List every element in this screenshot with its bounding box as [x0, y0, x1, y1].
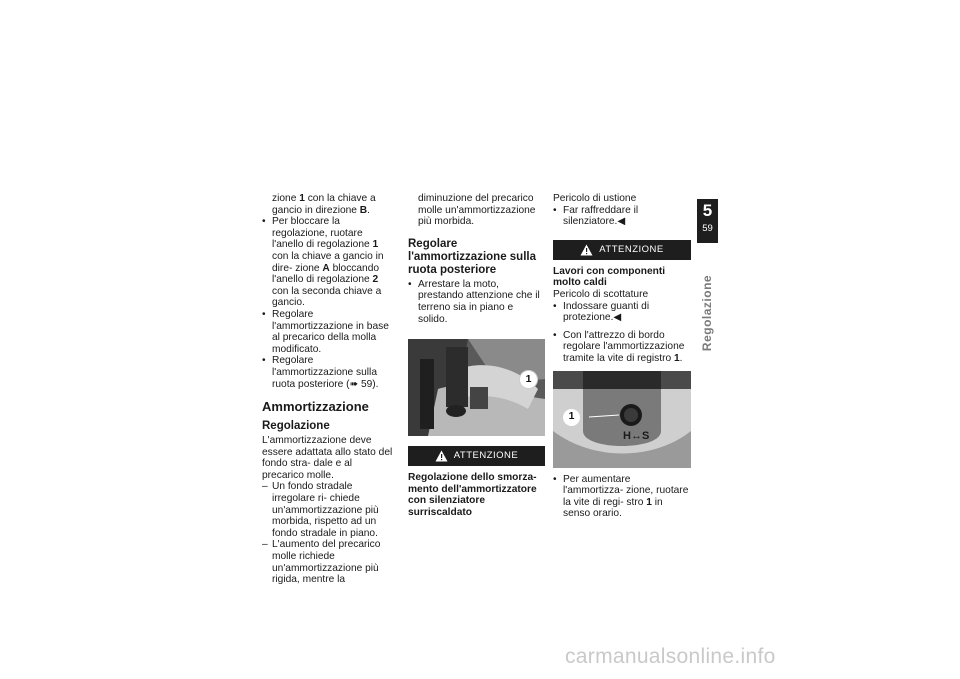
arrow-right-icon: ➠	[349, 378, 359, 390]
dash-item: – Un fondo stradale irregolare ri- chiede un'ammortizzazione più morbida, rispetto ad un fondo stradale in piano.	[262, 481, 394, 539]
hazard-text: Pericolo di scottature	[553, 288, 649, 300]
warning-triangle-icon	[580, 244, 593, 256]
column-1	[262, 193, 394, 586]
photo-illustration	[408, 339, 545, 436]
bullet-rear-wheel: • Regolare l'ammortizzazione sulla ruota posteriore (➠ 59).	[262, 355, 394, 390]
adjuster-screw-photo	[553, 371, 691, 468]
bullet-lock-adjustment: • Per bloccare la regolazione, ruotare l'anello di regolazione 1 con la chiave a gancio in dire- zione A bloccando l'anello di regolazione 2 con la seconda chiave a gancio.	[262, 216, 394, 309]
warning-label: ATTENZIONE	[453, 450, 519, 462]
warning-title: Regolazione dello smorza- mento dell'ammortizzatore con silenziatore surriscaldato	[408, 472, 537, 518]
end-mark-icon: ◀	[613, 312, 622, 324]
watermark: carmanualsonline.info	[565, 645, 776, 668]
hazard-text: Pericolo di ustione	[553, 193, 637, 204]
bullet-use-tool: • Con l'attrezzo di bordo regolare l'ammortizzazione tramite la vite di registro 1.	[553, 330, 691, 365]
paragraph: L'ammortizzazione deve essere adattata allo stato del fondo stra- dale e al precarico molle.	[262, 435, 393, 481]
chapter-title: Regolazione	[700, 274, 714, 352]
continued-text: diminuzione del precarico molle un'ammortizzazione più morbida.	[418, 193, 536, 228]
warning-label: ATTENZIONE	[599, 243, 664, 255]
column-3	[553, 193, 691, 520]
warning-bar	[553, 240, 691, 260]
photo-callout-1: 1	[520, 371, 537, 388]
subsection-heading: Regolazione	[262, 420, 330, 433]
dash-item: – L'aumento del precarico molle richiede un'ammortizzazione più rigida, mentre la	[262, 539, 394, 585]
bullet-adjust-damping: • Regolare l'ammortizzazione in base al precarico della molla modificato.	[262, 309, 394, 355]
bullet-increase-damping: • Per aumentare l'ammortizza- zione, ruotare la vite di regi- stro 1 in senso orario.	[553, 474, 691, 520]
chapter-number: 5	[702, 201, 713, 220]
chapter-tab	[697, 199, 718, 243]
shock-absorber-photo	[408, 339, 545, 436]
h-s-marking: H↔S	[623, 429, 650, 442]
page-number: 59	[702, 223, 713, 234]
bullet-stop-bike: • Arrestare la moto, prestando attenzione che il terreno sia in piano e solido.	[408, 279, 545, 325]
section-heading: Regolare l'ammortizzazione sulla ruota posteriore	[408, 237, 536, 276]
warning-title: Lavori con componenti molto caldi	[553, 265, 666, 289]
photo-callout-1: 1	[563, 409, 580, 426]
continued-text: zione 1 con la chiave a gancio in direzione B.	[272, 193, 376, 216]
bullet-wear-gloves: • Indossare guanti di protezione.◀	[553, 301, 691, 324]
section-heading: Ammortizzazione	[262, 399, 369, 415]
end-mark-icon: ◀	[617, 216, 626, 228]
warning-triangle-icon	[435, 450, 448, 462]
bullet-cool-silencer: • Far raffreddare il silenziatore.◀	[553, 205, 691, 228]
column-2	[408, 193, 545, 519]
warning-bar	[408, 446, 545, 466]
